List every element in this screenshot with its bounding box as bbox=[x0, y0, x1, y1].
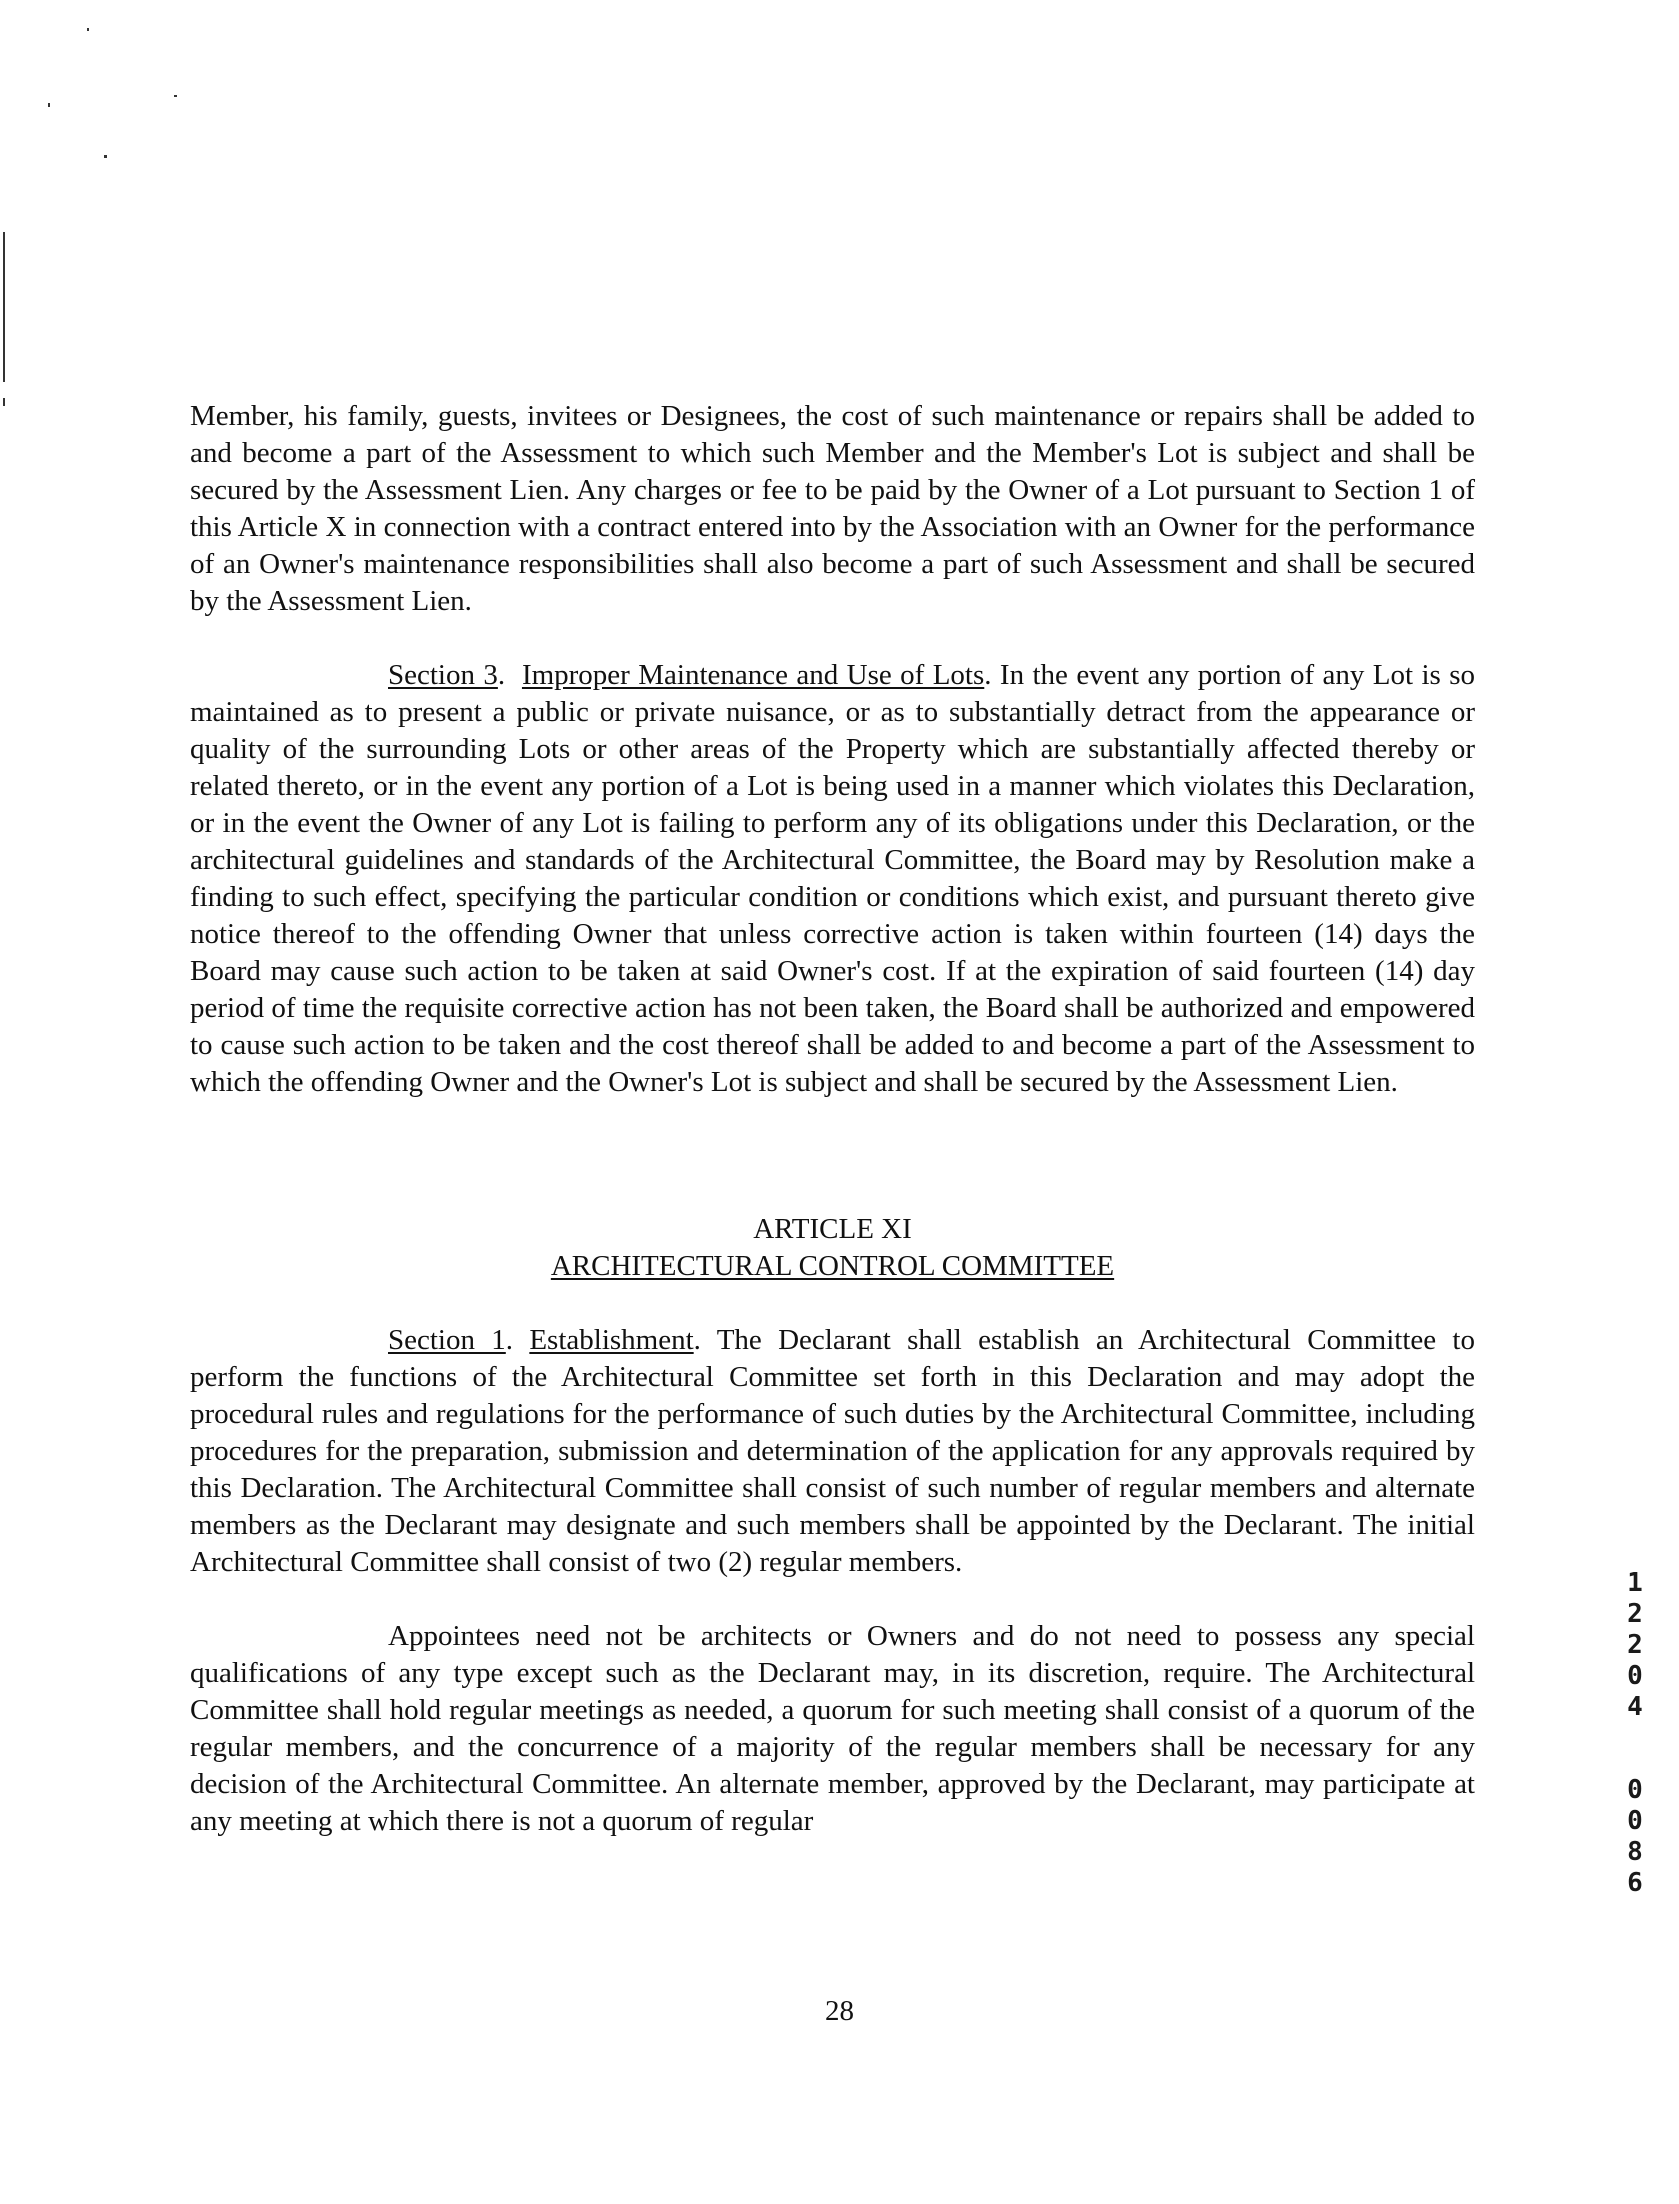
section-1-label: Section 1 bbox=[388, 1324, 506, 1356]
section-3-title-period: . bbox=[984, 659, 992, 691]
page-number: 28 bbox=[825, 1995, 854, 2027]
article-heading bbox=[190, 1211, 1475, 1285]
scan-speck bbox=[104, 155, 107, 158]
stamp-digit: 2 bbox=[1627, 1630, 1643, 1660]
scan-speck bbox=[87, 28, 89, 31]
section-3-label-period: . bbox=[497, 659, 506, 691]
appointees-paragraph: Appointees need not be architects or Owners and do not need to possess any special qualifications of any type except such as the Declarant may, in its discretion, require. The Architectural Committee shall hold regular meetings as needed, a quorum for such meeting shall consist of a quorum of the regular members, and the concurrence of a majority of the regular members shall be necessary for any decision of the Architectural Committee. An alternate member, approved by the Declarant, may participate at any meeting at which there is not a quorum of regular bbox=[190, 1620, 1475, 1837]
scan-speck bbox=[48, 103, 50, 107]
section-3-label: Section 3 bbox=[388, 659, 498, 691]
section-3-title: Improper Maintenance and Use of Lots bbox=[521, 659, 985, 691]
section-1-label-period: . bbox=[505, 1324, 530, 1356]
section-3-body: In the event any portion of any Lot is so maintained as to present a public or private nuisance, or as to substantially detract from the appearance or quality of the surrounding Lots or other areas of the Property which are substantially affected thereby or related thereto, or in the event any portion of a Lot is being used in a manner which violates this Declaration, or in the event the Owner of any Lot is failing to perform any of its obligations under this Declaration, or the architectural guidelines and standards of the Architectural Committee, the Board may by Resolution make a finding to such effect, specifying the particular condition or conditions which exist, and pursuant thereto give notice thereof to the offending Owner that unless corrective action is taken within fourteen (14) days the Board may cause such action to be taken at said Owner's cost. If at the expiration of said fourteen (14) day period of time the requisite corrective action has not been taken, the Board shall be authorized and empowered to cause such action to be taken and the cost thereof shall be added to and become a part of the Assessment to which the offending Owner and the Owner's Lot is subject and shall be secured by the Assessment Lien. bbox=[190, 659, 1475, 1098]
stamp-digit: 0 bbox=[1627, 1806, 1643, 1836]
continued-paragraph: Member, his family, guests, invitees or Designees, the cost of such maintenance or repairs shall be added to and become a part of the Assessment to which such Member and the Member's Lot is subject and shall be secured by the Assessment Lien. Any charges or fee to be paid by the Owner of a Lot pursuant to Section 1 of this Article X in connection with a contract entered into by the Association with an Owner for the performance of an Owner's maintenance responsibilities shall also become a part of such Assessment and shall be secured by the Assessment Lien. bbox=[190, 400, 1475, 617]
scan-speck bbox=[174, 95, 177, 97]
section-3-paragraph bbox=[190, 657, 1475, 1101]
section-1-paragraph bbox=[190, 1322, 1475, 1581]
stamp-digit: 0 bbox=[1627, 1775, 1643, 1805]
stamp-digit: 4 bbox=[1627, 1692, 1643, 1722]
section-1-title-period: . bbox=[693, 1324, 701, 1356]
recording-stamp-group-1 bbox=[1620, 1568, 1650, 1723]
section-1-title: Establishment bbox=[529, 1324, 694, 1356]
stamp-digit: 1 bbox=[1627, 1568, 1643, 1598]
article-number: ARTICLE XI bbox=[753, 1213, 912, 1245]
scan-edge-line bbox=[3, 232, 5, 382]
stamp-digit: 6 bbox=[1627, 1868, 1643, 1898]
article-title: ARCHITECTURAL CONTROL COMMITTEE bbox=[550, 1250, 1115, 1282]
recording-stamp-group-2 bbox=[1620, 1775, 1650, 1899]
stamp-digit: 8 bbox=[1627, 1837, 1643, 1867]
section-1-body: The Declarant shall establish an Architectural Committee to perform the functions of the Architectural Committee set forth in this Declaration and may adopt the procedural rules and regulations for the performance of such duties by the Architectural Committee, including procedures for the preparation, submission and determination of the application for any approvals required by this Declaration. The Architectural Committee shall consist of such number of regular members and alternate members as the Declarant may designate and such members shall be appointed by the Declarant. The initial Architectural Committee shall consist of two (2) regular members. bbox=[190, 1324, 1475, 1578]
scan-edge-tick bbox=[3, 398, 5, 406]
stamp-digit: 0 bbox=[1627, 1661, 1643, 1691]
stamp-digit: 2 bbox=[1627, 1599, 1643, 1629]
document-page bbox=[190, 398, 1475, 1840]
